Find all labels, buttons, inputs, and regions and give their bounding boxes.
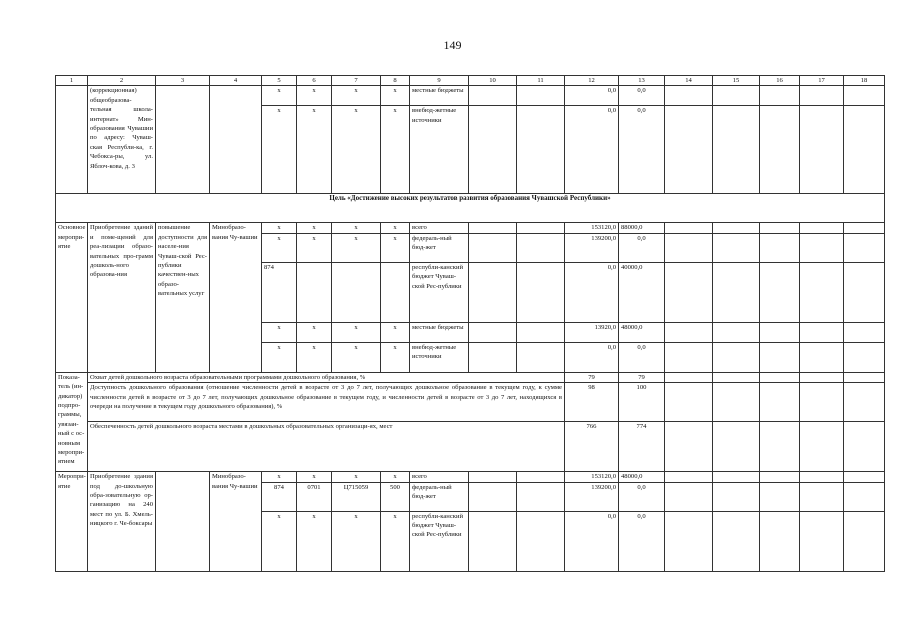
value-cell: 0,0 bbox=[619, 511, 665, 571]
executor-cell: Минобразо-вания Чу-вашии bbox=[210, 472, 262, 571]
code-cell: х bbox=[262, 86, 297, 106]
code-cell: х bbox=[297, 233, 332, 262]
header-cell: 15 bbox=[713, 76, 760, 86]
value-cell: 0,0 bbox=[619, 106, 665, 194]
code-cell: х bbox=[262, 223, 297, 233]
code-cell: х bbox=[381, 472, 410, 482]
header-cell: 16 bbox=[760, 76, 800, 86]
value-cell: 100 bbox=[619, 383, 665, 422]
code-cell: х bbox=[262, 322, 297, 342]
budget-table bbox=[55, 75, 885, 572]
code-cell: х bbox=[297, 472, 332, 482]
value-cell: 153120,0 bbox=[565, 223, 619, 233]
source-cell: внебюд-жетные источники bbox=[410, 342, 469, 372]
code-cell: 0701 bbox=[297, 482, 332, 511]
table-row bbox=[56, 86, 885, 106]
table-row bbox=[56, 472, 885, 482]
indicator-row bbox=[56, 383, 885, 422]
header-cell: 10 bbox=[469, 76, 517, 86]
event-goal-cell: повышение доступности для населе-ния Чуваш-ской Рес-публики качествен-ных образо-вательных услуг bbox=[156, 223, 210, 372]
code-cell: 874 bbox=[262, 482, 297, 511]
source-cell: республи-канский бюджет Чуваш-ской Рес-публики bbox=[410, 511, 469, 571]
value-cell: 79 bbox=[565, 372, 619, 382]
code-cell: х bbox=[381, 86, 410, 106]
value-cell: 0,0 bbox=[619, 482, 665, 511]
value-cell: 0,0 bbox=[565, 511, 619, 571]
code-cell: х bbox=[332, 322, 381, 342]
header-cell: 12 bbox=[565, 76, 619, 86]
event-name-cell: Приобретение зданий и поме-щений для реа-лизации образо-вательных про-грамм дошколь-ного образова-ния bbox=[88, 223, 156, 372]
header-cell: 1 bbox=[56, 76, 88, 86]
value-cell: 139200,0 bbox=[565, 482, 619, 511]
executor-cell: Минобразо-вания Чу-вашии bbox=[210, 223, 262, 372]
header-cell: 2 bbox=[88, 76, 156, 86]
event-name-cell: Приобретение здания под до-школьную обра-зовательную ор-ганизацию на 240 мест по ул. Б. Хмель-ницкого г. Че-боксары bbox=[88, 472, 156, 571]
code-cell: х bbox=[381, 106, 410, 194]
source-cell: всего bbox=[410, 223, 469, 233]
indicator-text: Обеспеченность детей дошкольного возраста местами в дошкольных образовательных организаци-ях, мест bbox=[88, 422, 565, 472]
header-cell: 7 bbox=[332, 76, 381, 86]
source-cell: федераль-ный бюд-жет bbox=[410, 233, 469, 262]
table-row bbox=[56, 223, 885, 233]
indicator-text: Доступность дошкольного образования (отношение численности детей в возрасте от 3 до 7 лет, получающих дошкольное образование в текущем году, к сумме численности детей в возрасте от 3 до 7 лет, получающих дошкольное образование в текущем году, и численности детей в возрасте от 3 до 7 лет, находящихся в очереди на получение в текущем году дошкольного образования), % bbox=[88, 383, 565, 422]
code-cell: х bbox=[381, 322, 410, 342]
source-cell: внебюд-жетные источники bbox=[410, 106, 469, 194]
value-cell: 88000,0 bbox=[619, 223, 665, 233]
code-cell: х bbox=[381, 223, 410, 233]
header-cell: 4 bbox=[210, 76, 262, 86]
indicator-text: Охват детей дошкольного возраста образовательными программами дошкольного образования, % bbox=[88, 372, 565, 382]
code-cell bbox=[381, 262, 410, 322]
source-cell: республи-канский бюджет Чуваш-ской Рес-публики bbox=[410, 262, 469, 322]
page-number: 149 bbox=[443, 38, 462, 52]
row-type-cell: Показа-тель (ин-дикатор) подпро-граммы, увязан-ный с ос-новным меропри-ятием bbox=[56, 372, 88, 471]
code-cell: Ц715059 bbox=[332, 482, 381, 511]
value-cell: 79 bbox=[619, 372, 665, 382]
code-cell: х bbox=[297, 322, 332, 342]
header-row bbox=[56, 76, 885, 86]
source-cell: всего bbox=[410, 472, 469, 482]
indicator-row bbox=[56, 422, 885, 472]
code-cell: х bbox=[262, 106, 297, 194]
code-cell bbox=[297, 262, 332, 322]
value-cell: 13920,0 bbox=[565, 322, 619, 342]
code-cell: х bbox=[297, 223, 332, 233]
row-type-cell: Меропри-ятие bbox=[56, 472, 88, 571]
goal-row bbox=[56, 194, 885, 223]
value-cell: 0,0 bbox=[619, 342, 665, 372]
code-cell: х bbox=[332, 511, 381, 571]
value-cell: 0,0 bbox=[565, 342, 619, 372]
header-cell: 9 bbox=[410, 76, 469, 86]
code-cell: х bbox=[332, 233, 381, 262]
code-cell: х bbox=[262, 342, 297, 372]
code-cell: х bbox=[332, 472, 381, 482]
value-cell: 0,0 bbox=[619, 86, 665, 106]
value-cell: 0,0 bbox=[565, 262, 619, 322]
value-cell: 48000,0 bbox=[619, 322, 665, 342]
value-cell: 766 bbox=[565, 422, 619, 472]
value-cell: 48000,0 bbox=[619, 472, 665, 482]
event-name-cell: (коррекционная) общеобразова-тельная школа-интернат» Мин-образования Чувашии по адресу: Чуваш-ская Республи-ка, г. Чебокса-ры, ул. Яблоч-кова, д. 3 bbox=[88, 86, 156, 194]
row-type-cell: Основное меропри-ятие bbox=[56, 223, 88, 372]
source-cell: местные бюджеты bbox=[410, 86, 469, 106]
code-cell: х bbox=[332, 86, 381, 106]
header-cell: 6 bbox=[297, 76, 332, 86]
code-cell: х bbox=[381, 511, 410, 571]
value-cell: 40000,0 bbox=[619, 262, 665, 322]
code-cell: х bbox=[297, 342, 332, 372]
header-cell: 17 bbox=[800, 76, 844, 86]
value-cell: 774 bbox=[619, 422, 665, 472]
header-cell: 8 bbox=[381, 76, 410, 86]
code-cell: х bbox=[297, 511, 332, 571]
code-cell bbox=[332, 262, 381, 322]
value-cell: 153120,0 bbox=[565, 472, 619, 482]
code-cell: х bbox=[332, 106, 381, 194]
header-cell: 18 bbox=[844, 76, 885, 86]
code-cell: 874 bbox=[262, 262, 297, 322]
code-cell: 500 bbox=[381, 482, 410, 511]
header-cell: 14 bbox=[665, 76, 713, 86]
value-cell: 0,0 bbox=[565, 86, 619, 106]
code-cell: х bbox=[297, 86, 332, 106]
code-cell: х bbox=[262, 472, 297, 482]
code-cell: х bbox=[262, 511, 297, 571]
value-cell: 139200,0 bbox=[565, 233, 619, 262]
code-cell: х bbox=[332, 223, 381, 233]
indicator-row bbox=[56, 372, 885, 382]
header-cell: 3 bbox=[156, 76, 210, 86]
code-cell: х bbox=[262, 233, 297, 262]
source-cell: местные бюджеты bbox=[410, 322, 469, 342]
value-cell: 0,0 bbox=[619, 233, 665, 262]
header-cell: 11 bbox=[517, 76, 565, 86]
header-cell: 13 bbox=[619, 76, 665, 86]
value-cell: 98 bbox=[565, 383, 619, 422]
value-cell: 0,0 bbox=[565, 106, 619, 194]
code-cell: х bbox=[297, 106, 332, 194]
code-cell: х bbox=[381, 233, 410, 262]
source-cell: федераль-ный бюд-жет bbox=[410, 482, 469, 511]
code-cell: х bbox=[381, 342, 410, 372]
code-cell: х bbox=[332, 342, 381, 372]
goal-title: Цель «Достижение высоких результатов развития образования Чувашской Республики» bbox=[56, 194, 885, 223]
header-cell: 5 bbox=[262, 76, 297, 86]
